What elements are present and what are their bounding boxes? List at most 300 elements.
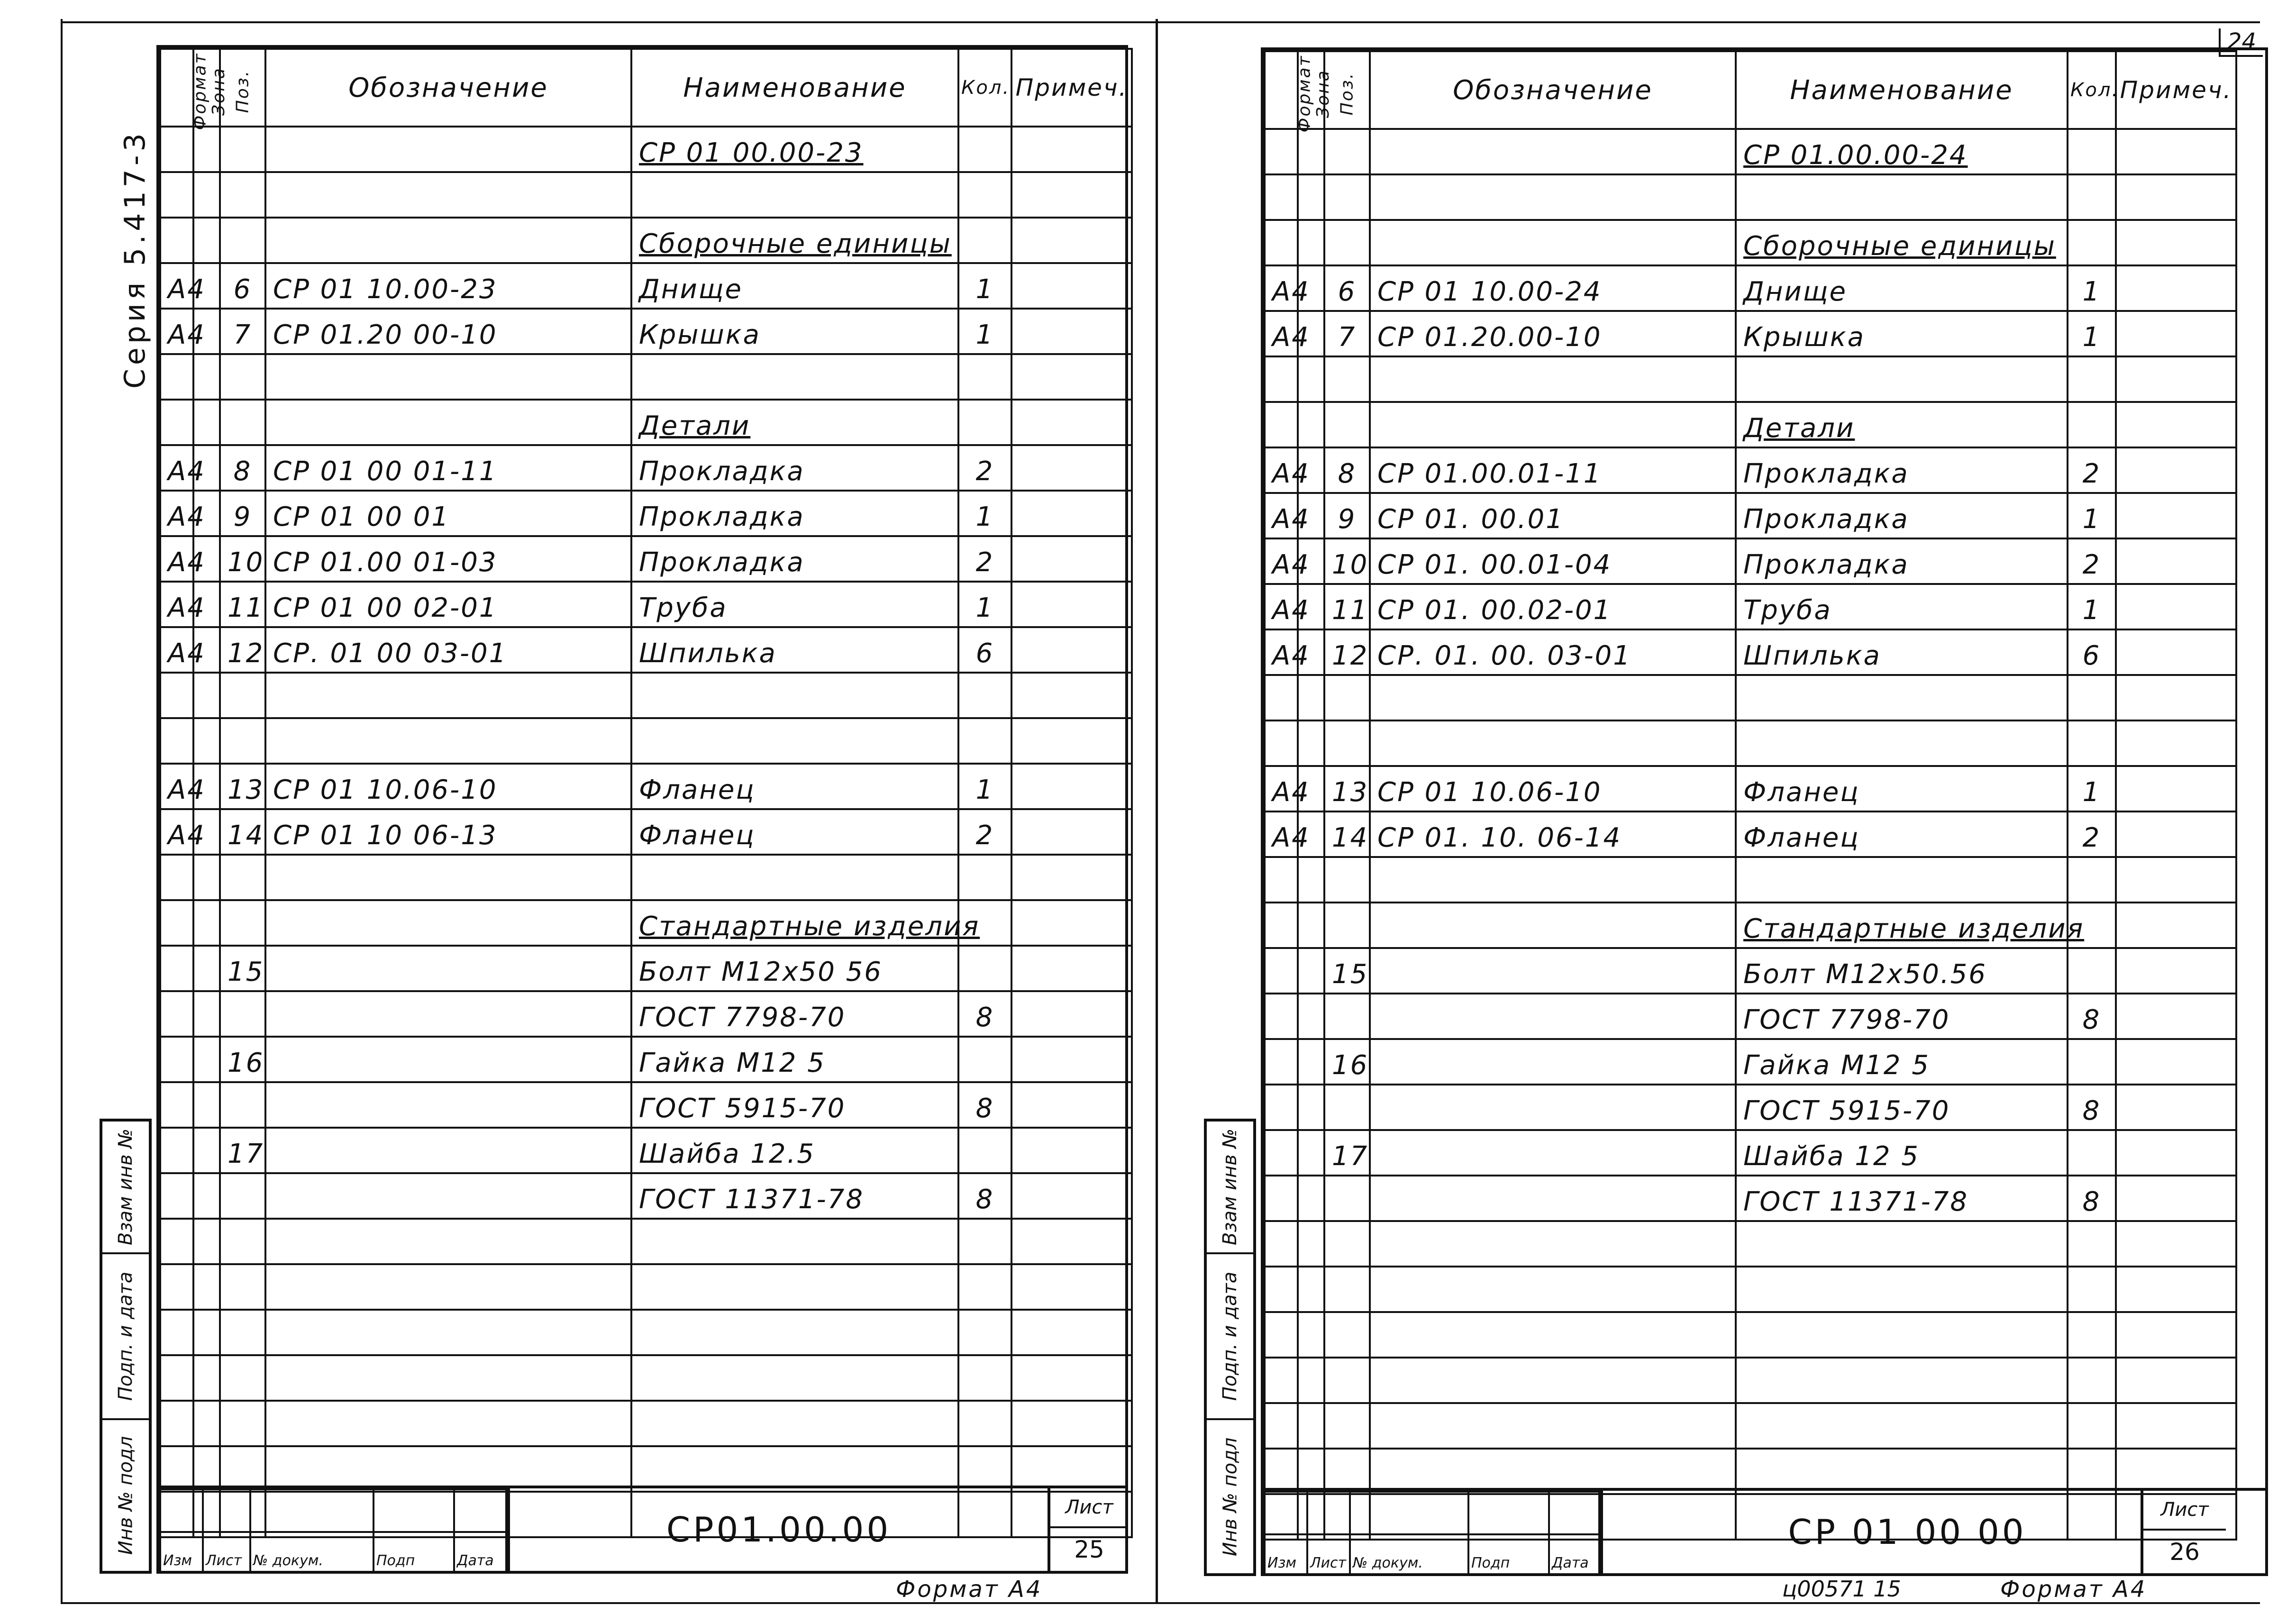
designation-cell <box>265 1082 631 1128</box>
zone-cell <box>193 354 220 400</box>
format-cell <box>1265 1221 1298 1267</box>
name-cell <box>1736 1267 2068 1312</box>
right-signature-grid <box>1264 1491 1600 1575</box>
spec-row <box>1265 356 2236 402</box>
name-cell <box>631 1264 958 1310</box>
zone-header: Зона <box>1298 51 1324 129</box>
zone-cell <box>193 1310 220 1355</box>
pos-cell <box>1324 1267 1370 1312</box>
format-cell: А4 <box>1265 766 1298 812</box>
pos-cell <box>220 900 265 946</box>
note-cell <box>2116 447 2236 493</box>
pos-cell: 6 <box>220 263 265 309</box>
format-cell: А4 <box>1265 584 1298 629</box>
format-cell: А4 <box>160 263 193 309</box>
format-cell <box>160 900 193 946</box>
spec-row <box>1265 1130 2236 1176</box>
format-cell <box>1265 356 1298 402</box>
qty-cell <box>958 1446 1011 1492</box>
spec-row <box>160 582 1132 627</box>
zone-cell <box>193 1264 220 1310</box>
designation-cell <box>265 354 631 400</box>
name-cell: Гайка М12 5 <box>1736 1039 2068 1085</box>
podp-data-label: Подп. и дата <box>115 1271 137 1401</box>
qty-cell: 8 <box>2068 994 2116 1039</box>
note-cell <box>2116 812 2236 857</box>
spec-row <box>1265 1176 2236 1221</box>
format-cell <box>1265 720 1298 766</box>
vzam-inv-cell <box>102 1122 149 1254</box>
note-cell <box>2116 311 2236 356</box>
qty-cell <box>2068 356 2116 402</box>
name-cell: ГОСТ 5915-70 <box>631 1082 958 1128</box>
pos-cell <box>220 400 265 445</box>
name-cell: Труба <box>1736 584 2068 629</box>
zone-cell <box>193 673 220 718</box>
spec-row <box>160 1355 1132 1401</box>
qty-cell <box>2068 220 2116 265</box>
format-cell: А4 <box>160 491 193 536</box>
name-cell: Сборочные единицы <box>1736 220 2068 265</box>
zone-cell <box>193 718 220 764</box>
qty-cell: 1 <box>958 582 1011 627</box>
format-cell: А4 <box>1265 265 1298 311</box>
qty-cell: 2 <box>958 809 1011 855</box>
name-cell: ГОСТ 7798-70 <box>1736 994 2068 1039</box>
note-cell <box>1011 946 1132 991</box>
format-cell: А4 <box>160 536 193 582</box>
note-cell <box>1011 718 1132 764</box>
note-cell <box>2116 1449 2236 1494</box>
designation-cell: СР 01 00 01 <box>265 491 631 536</box>
designation-cell: СР 01 10.00-23 <box>265 263 631 309</box>
format-cell <box>160 1401 193 1446</box>
pos-cell: 8 <box>1324 447 1370 493</box>
left-titleblock <box>159 1486 1125 1571</box>
spec-row <box>1265 675 2236 720</box>
note-cell <box>2116 584 2236 629</box>
qty-cell <box>958 354 1011 400</box>
zone-cell <box>1298 1449 1324 1494</box>
designation-cell <box>265 673 631 718</box>
designation-cell <box>1370 1267 1736 1312</box>
pos-cell: 6 <box>1324 265 1370 311</box>
designation-cell <box>265 1446 631 1492</box>
note-cell <box>1011 582 1132 627</box>
spec-row <box>160 1446 1132 1492</box>
designation-cell <box>1370 857 1736 903</box>
pos-cell <box>220 991 265 1037</box>
note-cell <box>2116 538 2236 584</box>
format-cell <box>160 1264 193 1310</box>
format-cell: А4 <box>160 582 193 627</box>
qty-cell: 8 <box>958 1082 1011 1128</box>
format-note: Формат А4 <box>896 1576 1043 1603</box>
format-cell: А4 <box>160 627 193 673</box>
spec-row <box>160 1173 1132 1219</box>
pos-cell <box>1324 1449 1370 1494</box>
note-cell <box>1011 900 1132 946</box>
spec-row <box>160 991 1132 1037</box>
format-cell <box>160 991 193 1037</box>
qty-header: Кол. <box>2068 51 2116 129</box>
qty-cell <box>958 172 1011 218</box>
note-cell <box>2116 402 2236 447</box>
name-cell: Прокладка <box>631 445 958 491</box>
sheet-label: Лист <box>1050 1488 1128 1528</box>
vzam-inv-label: Взам инв № <box>1219 1128 1241 1246</box>
designation-cell <box>1370 948 1736 994</box>
qty-cell <box>2068 1221 2116 1267</box>
name-cell <box>1736 857 2068 903</box>
designation-cell <box>1370 402 1736 447</box>
note-cell <box>1011 855 1132 900</box>
spec-row <box>1265 766 2236 812</box>
name-cell <box>631 1219 958 1264</box>
name-cell: Болт М12х50 56 <box>631 946 958 991</box>
designation-cell <box>1370 1312 1736 1358</box>
note-cell <box>1011 536 1132 582</box>
format-cell <box>160 855 193 900</box>
pos-cell: 17 <box>220 1128 265 1173</box>
spec-row <box>160 718 1132 764</box>
zone-cell <box>193 1037 220 1082</box>
name-cell: Болт М12х50.56 <box>1736 948 2068 994</box>
date-label: Дата <box>1549 1534 1599 1574</box>
zone-cell <box>193 218 220 263</box>
assembly-title: СР 01.00.00-24 <box>1736 129 2068 174</box>
designation-cell: СР 01. 00.01-04 <box>1370 538 1736 584</box>
designation-cell <box>1370 720 1736 766</box>
pos-cell: 14 <box>1324 812 1370 857</box>
note-cell <box>2116 1039 2236 1085</box>
pos-cell: 16 <box>1324 1039 1370 1085</box>
spec-row <box>1265 1312 2236 1358</box>
qty-cell <box>2068 1403 2116 1449</box>
note-cell <box>2116 1130 2236 1176</box>
note-cell <box>2116 675 2236 720</box>
sign-label: Подп <box>1468 1534 1549 1574</box>
zone-cell <box>193 1128 220 1173</box>
pos-cell <box>220 1310 265 1355</box>
name-cell <box>631 1355 958 1401</box>
note-cell <box>1011 1401 1132 1446</box>
page-number: 24 <box>2219 28 2263 57</box>
designation-cell <box>265 1264 631 1310</box>
pos-cell: 16 <box>220 1037 265 1082</box>
format-cell <box>1265 1267 1298 1312</box>
qty-cell <box>958 1264 1011 1310</box>
header-row <box>160 49 1132 127</box>
format-cell: А4 <box>160 309 193 354</box>
format-cell <box>160 1310 193 1355</box>
spec-row <box>1265 1039 2236 1085</box>
qty-cell: 2 <box>958 445 1011 491</box>
qty-cell <box>958 218 1011 263</box>
note-cell <box>1011 1264 1132 1310</box>
spec-row <box>1265 812 2236 857</box>
qty-cell <box>2068 675 2116 720</box>
doc-no-label: № докум. <box>250 1532 374 1572</box>
name-cell <box>631 1446 958 1492</box>
format-cell <box>160 1355 193 1401</box>
qty-cell: 1 <box>2068 493 2116 538</box>
qty-cell <box>958 1219 1011 1264</box>
spec-row <box>1265 1449 2236 1494</box>
spec-row <box>1265 538 2236 584</box>
name-cell: Фланец <box>631 764 958 809</box>
name-cell <box>1736 174 2068 220</box>
format-cell <box>160 718 193 764</box>
format-cell <box>1265 220 1298 265</box>
spec-row <box>160 764 1132 809</box>
designation-cell <box>265 172 631 218</box>
pos-cell: 10 <box>1324 538 1370 584</box>
name-cell <box>631 354 958 400</box>
zone-cell <box>193 1401 220 1446</box>
pos-cell <box>220 218 265 263</box>
name-cell <box>1736 356 2068 402</box>
pos-cell <box>1324 356 1370 402</box>
format-cell: А4 <box>1265 493 1298 538</box>
qty-cell <box>2068 174 2116 220</box>
qty-cell: 1 <box>2068 766 2116 812</box>
zone-cell <box>193 400 220 445</box>
format-cell <box>1265 1085 1298 1130</box>
left-signature-grid <box>159 1488 507 1573</box>
spec-row <box>1265 1358 2236 1403</box>
note-cell <box>2116 948 2236 994</box>
spec-row <box>1265 447 2236 493</box>
format-cell <box>1265 994 1298 1039</box>
zone-cell <box>1298 1358 1324 1403</box>
left-side-strip <box>100 1119 152 1574</box>
zone-cell <box>193 900 220 946</box>
sign-label: Подп <box>374 1532 454 1572</box>
format-note: Формат А4 <box>2000 1576 2147 1603</box>
note-cell <box>2116 1312 2236 1358</box>
designation-cell <box>1370 1085 1736 1130</box>
qty-cell <box>958 718 1011 764</box>
qty-cell <box>958 946 1011 991</box>
zone-cell <box>1298 1221 1324 1267</box>
name-cell: Прокладка <box>631 536 958 582</box>
qty-cell <box>958 673 1011 718</box>
format-cell <box>160 1128 193 1173</box>
designation-cell: СР 01 10.06-10 <box>265 764 631 809</box>
assembly-title-row <box>160 127 1132 172</box>
pos-cell: 11 <box>1324 584 1370 629</box>
format-cell: А4 <box>1265 447 1298 493</box>
designation-cell: СР. 01. 00. 03-01 <box>1370 629 1736 675</box>
zone-cell <box>1298 903 1324 948</box>
zone-cell <box>1298 857 1324 903</box>
pos-cell <box>1324 994 1370 1039</box>
podp-data-label: Подп. и дата <box>1219 1271 1241 1401</box>
designation-cell: СР 01. 00.01 <box>1370 493 1736 538</box>
note-cell <box>2116 265 2236 311</box>
designation-cell <box>265 900 631 946</box>
designation-cell <box>1370 1221 1736 1267</box>
spec-row <box>160 1264 1132 1310</box>
pos-cell <box>1324 402 1370 447</box>
spec-row <box>160 1037 1132 1082</box>
izm-label: Изм <box>1265 1534 1307 1574</box>
name-cell <box>1736 675 2068 720</box>
format-cell <box>160 354 193 400</box>
zone-cell <box>1298 1130 1324 1176</box>
zone-cell <box>1298 356 1324 402</box>
pos-cell: 7 <box>220 309 265 354</box>
spec-row <box>160 946 1132 991</box>
name-cell <box>631 718 958 764</box>
qty-cell <box>2068 857 2116 903</box>
pos-cell <box>1324 675 1370 720</box>
qty-cell <box>2068 1130 2116 1176</box>
spec-row <box>1265 174 2236 220</box>
spec-row <box>160 218 1132 263</box>
qty-cell <box>958 855 1011 900</box>
pos-cell <box>220 1401 265 1446</box>
qty-cell: 1 <box>2068 584 2116 629</box>
format-cell <box>1265 1449 1298 1494</box>
pos-cell <box>220 172 265 218</box>
qty-cell: 6 <box>958 627 1011 673</box>
qty-cell: 8 <box>958 1173 1011 1219</box>
designation-cell <box>1370 1403 1736 1449</box>
format-cell <box>1265 857 1298 903</box>
pos-cell: 17 <box>1324 1130 1370 1176</box>
left-spec-table <box>159 48 1133 1538</box>
podp-data-cell <box>1207 1254 1253 1420</box>
zone-cell <box>193 1082 220 1128</box>
name-cell: Стандартные изделия <box>1736 903 2068 948</box>
qty-cell: 2 <box>2068 538 2116 584</box>
qty-cell <box>958 1128 1011 1173</box>
designation-cell: СР 01 10.00-24 <box>1370 265 1736 311</box>
pos-cell <box>1324 174 1370 220</box>
name-cell <box>1736 720 2068 766</box>
note-cell <box>2116 1267 2236 1312</box>
note-cell <box>1011 809 1132 855</box>
note-cell <box>1011 445 1132 491</box>
name-cell: Фланец <box>631 809 958 855</box>
note-cell <box>2116 220 2236 265</box>
sheet-number: 26 <box>2169 1538 2200 1566</box>
format-cell <box>160 400 193 445</box>
designation-cell <box>265 1128 631 1173</box>
name-cell: Фланец <box>1736 812 2068 857</box>
note-cell <box>1011 309 1132 354</box>
designation-header: Обозначение <box>1370 51 1736 129</box>
name-cell: Шпилька <box>631 627 958 673</box>
header-row <box>1265 51 2236 129</box>
zone-cell <box>193 1219 220 1264</box>
pos-cell <box>1324 1085 1370 1130</box>
right-sheet <box>1157 0 2296 1623</box>
note-header: Примеч. <box>1011 49 1132 127</box>
format-cell <box>1265 1130 1298 1176</box>
name-cell <box>631 1401 958 1446</box>
spec-row <box>1265 720 2236 766</box>
note-cell <box>1011 991 1132 1037</box>
name-cell: Днище <box>631 263 958 309</box>
name-cell <box>631 855 958 900</box>
date-label: Дата <box>454 1532 506 1572</box>
zone-cell <box>1298 1085 1324 1130</box>
qty-cell: 2 <box>2068 447 2116 493</box>
pos-cell <box>220 855 265 900</box>
zone-cell <box>1298 402 1324 447</box>
note-cell <box>2116 994 2236 1039</box>
spec-row <box>1265 584 2236 629</box>
name-cell: Шайба 12.5 <box>631 1128 958 1173</box>
note-cell <box>1011 1446 1132 1492</box>
designation-cell <box>265 946 631 991</box>
note-cell <box>2116 356 2236 402</box>
format-cell: А4 <box>1265 629 1298 675</box>
name-cell <box>631 1310 958 1355</box>
designation-cell: СР 01 00 02-01 <box>265 582 631 627</box>
zone-cell <box>1298 1312 1324 1358</box>
designation-cell <box>265 1355 631 1401</box>
spec-row <box>1265 994 2236 1039</box>
note-cell <box>1011 1310 1132 1355</box>
qty-cell: 8 <box>2068 1176 2116 1221</box>
note-cell <box>2116 629 2236 675</box>
zone-cell <box>193 991 220 1037</box>
doc-code: СР 01 00 00 <box>1600 1491 2212 1573</box>
spec-row <box>160 491 1132 536</box>
pos-cell <box>1324 1221 1370 1267</box>
sheet-label: Лист <box>2143 1491 2226 1531</box>
left-spec-frame <box>156 45 1128 1574</box>
format-cell <box>1265 1312 1298 1358</box>
designation-cell <box>1370 356 1736 402</box>
designation-cell: СР 01 10 06-13 <box>265 809 631 855</box>
name-cell: Шайба 12 5 <box>1736 1130 2068 1176</box>
note-header: Примеч. <box>2116 51 2236 129</box>
format-cell <box>160 946 193 991</box>
pos-cell <box>220 1264 265 1310</box>
vzam-inv-label: Взам инв № <box>115 1128 137 1246</box>
pos-cell <box>220 673 265 718</box>
qty-cell <box>2068 1312 2116 1358</box>
spec-row <box>160 172 1132 218</box>
format-header: Формат <box>1265 51 1298 129</box>
spec-row <box>1265 1221 2236 1267</box>
qty-cell <box>958 400 1011 445</box>
name-cell: Детали <box>631 400 958 445</box>
name-cell: ГОСТ 11371-78 <box>631 1173 958 1219</box>
format-cell <box>160 1082 193 1128</box>
qty-cell <box>2068 1267 2116 1312</box>
note-cell <box>2116 1085 2236 1130</box>
note-cell <box>1011 673 1132 718</box>
note-cell <box>1011 263 1132 309</box>
qty-cell <box>2068 1358 2116 1403</box>
name-cell: Стандартные изделия <box>631 900 958 946</box>
format-cell <box>160 1219 193 1264</box>
note-cell <box>1011 172 1132 218</box>
format-cell <box>1265 402 1298 447</box>
note-cell <box>2116 720 2236 766</box>
qty-cell: 1 <box>2068 265 2116 311</box>
format-cell: А4 <box>160 445 193 491</box>
pos-cell <box>1324 1176 1370 1221</box>
spec-row <box>1265 220 2236 265</box>
note-cell <box>2116 903 2236 948</box>
